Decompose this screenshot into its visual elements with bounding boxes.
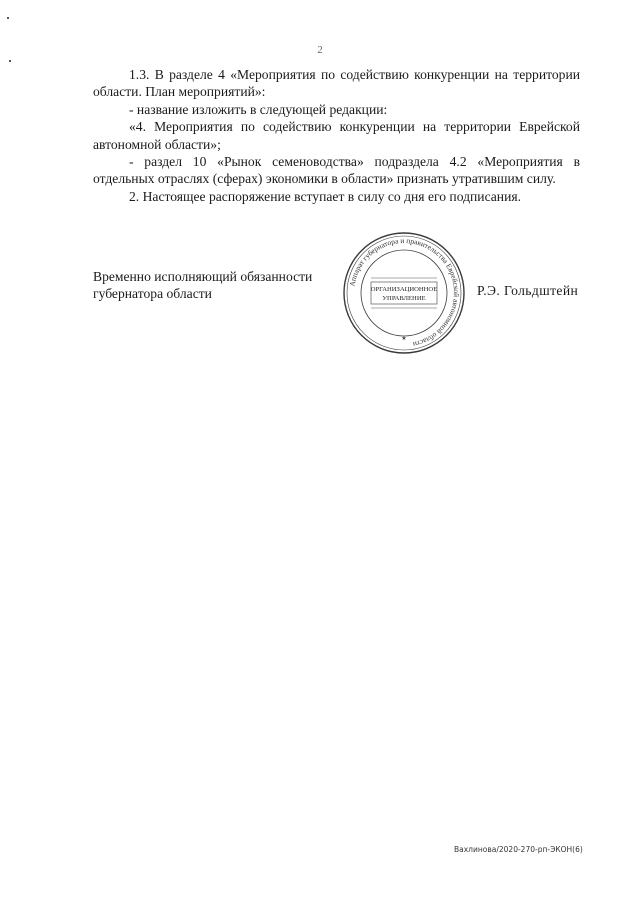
signatory-position — [93, 268, 312, 303]
signatory-position-line-2: губернатора области — [93, 286, 212, 302]
seal-center-line-1: ОРГАНИЗАЦИОННОЕ — [370, 286, 438, 293]
paragraph-rename-instruction: - название изложить в следующей редакции: — [129, 101, 388, 117]
document-reference-code: Вахлинова/2020-270-рп-ЭКОН(6) — [454, 845, 583, 854]
margin-dot-top — [7, 17, 9, 19]
seal-ring-text: Аппарат губернатора и правительства Еврейской автономной области — [347, 235, 462, 350]
paragraph-1-3: 1.3. В разделе 4 «Мероприятия по содействию конкуренции на территории области. План мероприятий»: — [93, 67, 580, 100]
seal-center-line-2: УПРАВЛЕНИЕ — [382, 295, 426, 302]
official-seal — [341, 230, 467, 356]
page-number: 2 — [317, 44, 323, 56]
signatory-name: Р.Э. Гольдштейн — [477, 283, 579, 298]
paragraph-section-10-repeal: - раздел 10 «Рынок семеноводства» подраздела 4.2 «Мероприятия в отдельных отраслях (сферах) экономики в области» признать утратившим силу. — [93, 154, 580, 187]
seal-star-icon: ★ — [401, 335, 407, 342]
margin-dot-bottom — [9, 60, 11, 62]
signatory-position-line-1: Временно исполняющий обязанности — [93, 269, 313, 284]
paragraph-new-title: «4. Мероприятия по содействию конкуренции на территории Еврейской автономной области»; — [93, 119, 580, 152]
paragraph-2-effective: 2. Настоящее распоряжение вступает в силу со дня его подписания. — [129, 188, 522, 204]
document-body — [93, 66, 580, 205]
